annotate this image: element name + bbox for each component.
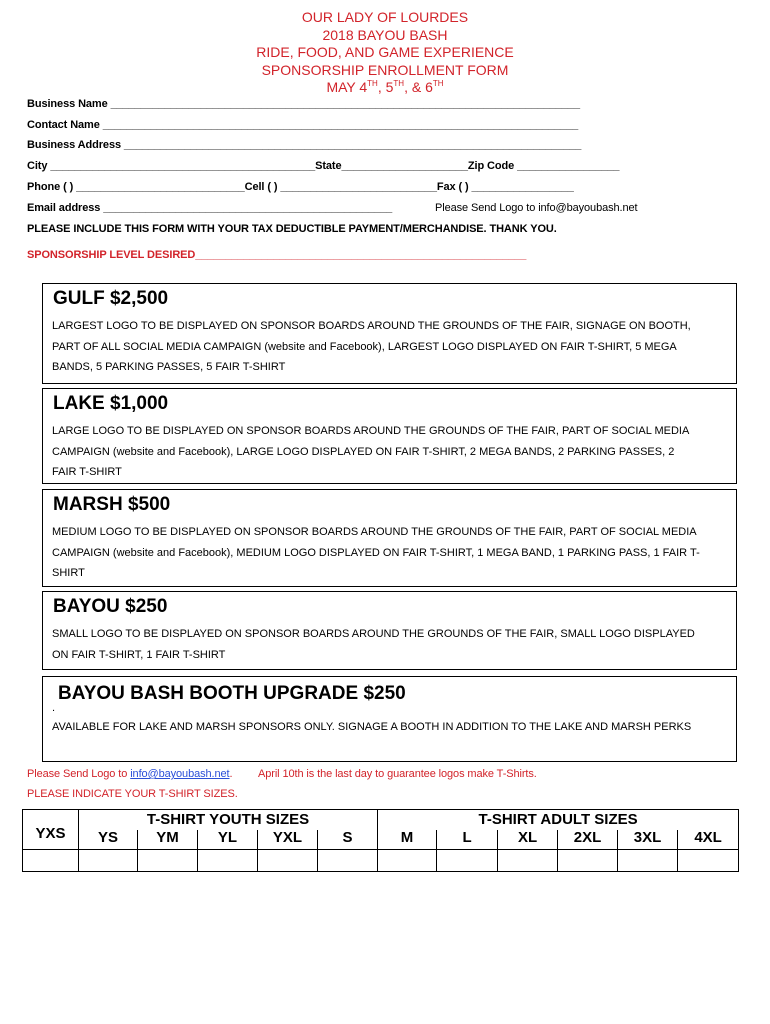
qty-ys-cell[interactable] <box>79 850 138 872</box>
title-line-1: OUR LADY OF LOURDES <box>301 9 469 25</box>
level-marsh-title: MARSH $500 <box>53 494 171 515</box>
qty-s-cell[interactable] <box>318 850 378 872</box>
email-note: Please Send Logo to info@bayoubash.net <box>435 202 638 214</box>
size-ym-header: YM <box>138 830 198 850</box>
level-marsh-line-1: MEDIUM LOGO TO BE DISPLAYED ON SPONSOR BOARDS AROUND THE GROUNDS OF THE FAIR, PART OF SOCIAL MEDIA <box>52 526 697 538</box>
size-yxs-header: YXS <box>23 810 79 850</box>
booth-upgrade-text: AVAILABLE FOR LAKE AND MARSH SPONSORS ONLY. SIGNAGE A BOOTH IN ADDITION TO THE LAKE AND MARSH PERKS <box>52 721 692 733</box>
level-lake-title: LAKE $1,000 <box>53 393 169 414</box>
size-m-header: M <box>378 830 437 850</box>
adult-sizes-header: T-SHIRT ADULT SIZES <box>378 810 739 830</box>
level-lake-line-1: LARGE LOGO TO BE DISPLAYED ON SPONSOR BOARDS AROUND THE GROUNDS OF THE FAIR, PART OF SOCIAL MEDIA <box>52 425 690 437</box>
level-bayou-title: BAYOU $250 <box>53 596 168 617</box>
level-gulf-line-3: BANDS, 5 PARKING PASSES, 5 FAIR T-SHIRT <box>52 361 286 373</box>
email-link[interactable]: info@bayoubash.net <box>130 768 230 780</box>
tshirt-size-table <box>22 809 739 872</box>
booth-upgrade-dot: . <box>52 702 56 714</box>
youth-sizes-header: T-SHIRT YOUTH SIZES <box>79 810 378 830</box>
qty-yl-cell[interactable] <box>198 850 258 872</box>
level-lake <box>42 388 737 484</box>
level-bayou <box>42 591 737 670</box>
qty-3xl-cell[interactable] <box>618 850 678 872</box>
sponsorship-level-field[interactable]: SPONSORSHIP LEVEL DESIRED_______________________________________________________ <box>27 249 527 261</box>
business-address-field[interactable]: Business Address ____________________________________________________________________________ <box>27 139 582 151</box>
form-title <box>0 9 770 97</box>
size-yl-header: YL <box>198 830 258 850</box>
qty-4xl-cell[interactable] <box>678 850 739 872</box>
qty-m-cell[interactable] <box>378 850 437 872</box>
city-state-zip-field[interactable]: City ____________________________________________State_____________________Zip Code _________________ <box>27 160 620 172</box>
size-yxl-header: YXL <box>258 830 318 850</box>
qty-2xl-cell[interactable] <box>558 850 618 872</box>
size-s-header: S <box>318 830 378 850</box>
deadline-note: April 10th is the last day to guarantee logos make T-Shirts. <box>258 768 537 780</box>
size-ys-header: YS <box>79 830 138 850</box>
title-line-4: SPONSORSHIP ENROLLMENT FORM <box>261 61 509 78</box>
level-gulf-line-2: PART OF ALL SOCIAL MEDIA CAMPAIGN (website and Facebook), LARGEST LOGO DISPLAYED ON FAIR T-SHIRT, 5 MEGA <box>52 341 677 353</box>
level-bayou-line-1: SMALL LOGO TO BE DISPLAYED ON SPONSOR BOARDS AROUND THE GROUNDS OF THE FAIR, SMALL LOGO DISPLAYED <box>52 628 695 640</box>
level-marsh <box>42 489 737 587</box>
level-marsh-line-2: CAMPAIGN (website and Facebook), MEDIUM LOGO DISPLAYED ON FAIR T-SHIRT, 1 MEGA BAND, 1 PARKING PASS, 1 FAIR T- <box>52 547 700 559</box>
size-l-header: L <box>437 830 498 850</box>
qty-yxs-cell[interactable] <box>23 850 79 872</box>
booth-upgrade-title: BAYOU BASH BOOTH UPGRADE $250 <box>58 683 406 704</box>
booth-upgrade <box>42 676 737 762</box>
size-4xl-header: 4XL <box>678 830 739 850</box>
qty-ym-cell[interactable] <box>138 850 198 872</box>
contact-name-field[interactable]: Contact Name _______________________________________________________________________________ <box>27 119 579 131</box>
title-line-2: 2018 BAYOU BASH <box>322 26 448 43</box>
event-dates: MAY 4TH, 5TH, & 6TH <box>326 79 444 95</box>
level-bayou-line-2: ON FAIR T-SHIRT, 1 FAIR T-SHIRT <box>52 649 226 661</box>
qty-l-cell[interactable] <box>437 850 498 872</box>
business-name-field[interactable]: Business Name ______________________________________________________________________________ <box>27 98 580 110</box>
qty-yxl-cell[interactable] <box>258 850 318 872</box>
level-gulf-line-1: LARGEST LOGO TO BE DISPLAYED ON SPONSOR BOARDS AROUND THE GROUNDS OF THE FAIR, SIGNAGE ON BOOTH, <box>52 320 691 332</box>
level-marsh-line-3: SHIRT <box>52 567 85 579</box>
level-gulf-title: GULF $2,500 <box>53 288 169 309</box>
indicate-sizes-note: PLEASE INDICATE YOUR T-SHIRT SIZES. <box>27 788 238 800</box>
level-lake-line-3: FAIR T-SHIRT <box>52 466 122 478</box>
title-line-3: RIDE, FOOD, AND GAME EXPERIENCE <box>256 44 514 60</box>
include-form-note: PLEASE INCLUDE THIS FORM WITH YOUR TAX DEDUCTIBLE PAYMENT/MERCHANDISE. THANK YOU. <box>27 223 557 235</box>
phone-cell-fax-field[interactable]: Phone ( ) ____________________________Cell ( ) __________________________Fax ( ) _________________ <box>27 181 574 193</box>
level-lake-line-2: CAMPAIGN (website and Facebook), LARGE LOGO DISPLAYED ON FAIR T-SHIRT, 2 MEGA BANDS, 2 PARKING PASSES, 2 <box>52 446 675 458</box>
send-logo-note: Please Send Logo to info@bayoubash.net. <box>27 768 233 780</box>
size-3xl-header: 3XL <box>618 830 678 850</box>
size-2xl-header: 2XL <box>558 830 618 850</box>
qty-xl-cell[interactable] <box>498 850 558 872</box>
size-xl-header: XL <box>498 830 558 850</box>
email-field[interactable]: Email address ________________________________________________ <box>27 202 393 214</box>
level-gulf <box>42 283 737 384</box>
